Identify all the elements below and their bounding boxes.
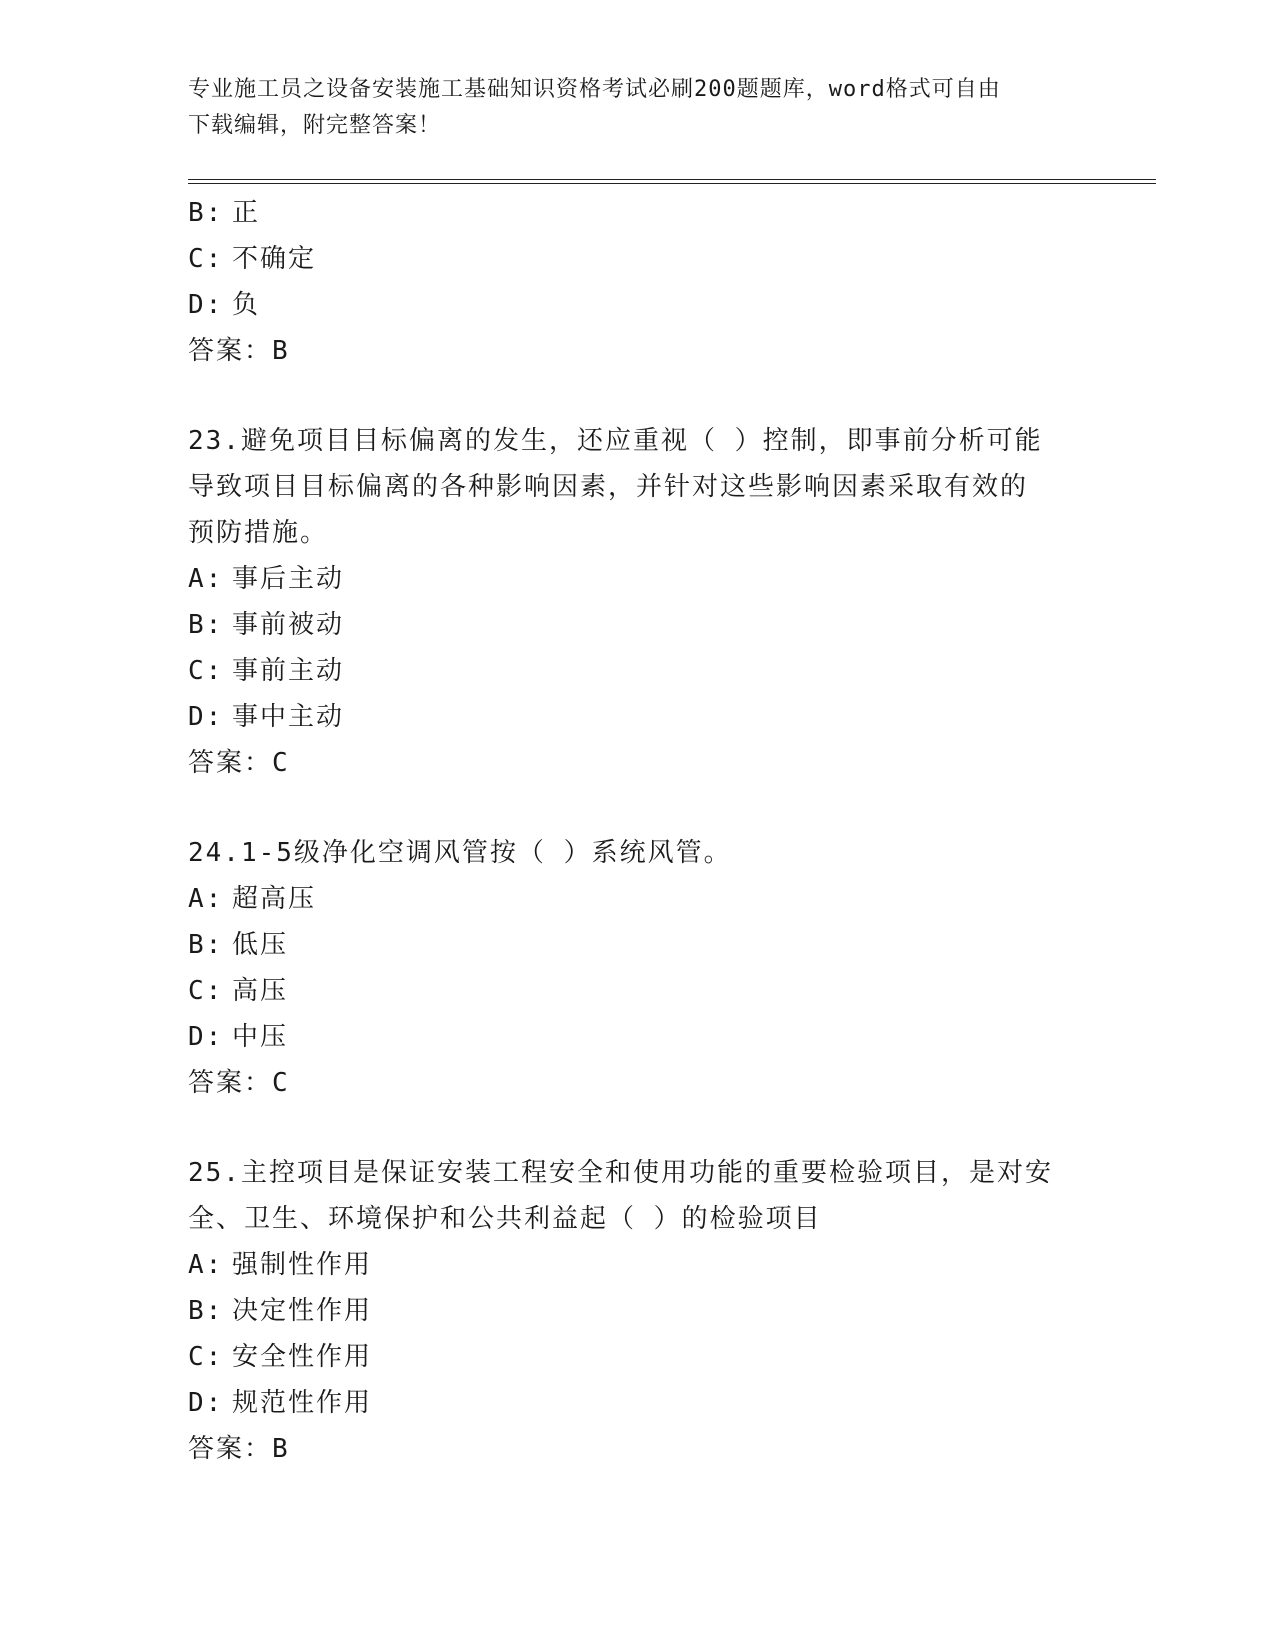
question-stem-line: 导致项目目标偏离的各种影响因素，并针对这些影响因素采取有效的: [188, 472, 1029, 502]
answer-line: 答案：B: [188, 336, 290, 366]
question-23: [188, 418, 1088, 786]
option-c: C: 事前主动: [188, 656, 345, 686]
question-stem-line: 23.避免项目目标偏离的发生，还应重视（ ）控制，即事前分析可能: [188, 426, 1043, 456]
answer-line: 答案：C: [188, 748, 290, 778]
option-c: C: 不确定: [188, 244, 317, 274]
header-divider-bottom: [188, 183, 1156, 184]
question-22-tail: [188, 190, 1088, 374]
option-b: B: 决定性作用: [188, 1296, 373, 1326]
option-a: A: 超高压: [188, 884, 317, 914]
option-a: A: 事后主动: [188, 564, 345, 594]
question-25: [188, 1150, 1088, 1472]
option-c: C: 高压: [188, 976, 289, 1006]
option-b: B: 低压: [188, 930, 289, 960]
header-line-1: 专业施工员之设备安装施工基础知识资格考试必刷200题题库，word格式可自由: [188, 77, 1001, 102]
answer-line: 答案：C: [188, 1068, 290, 1098]
option-b: B: 事前被动: [188, 610, 345, 640]
question-24: [188, 830, 1088, 1106]
option-d: D: 事中主动: [188, 702, 345, 732]
question-stem-line: 预防措施。: [188, 518, 329, 548]
option-c: C: 安全性作用: [188, 1342, 373, 1372]
answer-line: 答案：B: [188, 1434, 290, 1464]
question-stem-line: 25.主控项目是保证安装工程安全和使用功能的重要检验项目，是对安: [188, 1158, 1053, 1188]
document-header: [188, 72, 1068, 144]
option-b: B: 正: [188, 198, 261, 228]
header-line-2: 下载编辑，附完整答案！: [188, 113, 442, 138]
question-stem-line: 全、卫生、环境保护和公共利益起（ ）的检验项目: [188, 1204, 822, 1234]
option-d: D: 负: [188, 290, 261, 320]
option-d: D: 中压: [188, 1022, 289, 1052]
option-a: A: 强制性作用: [188, 1250, 373, 1280]
option-d: D: 规范性作用: [188, 1388, 373, 1418]
question-stem-line: 24.1-5级净化空调风管按（ ）系统风管。: [188, 838, 732, 868]
header-divider-top: [188, 179, 1156, 180]
question-list: [188, 190, 1088, 1472]
